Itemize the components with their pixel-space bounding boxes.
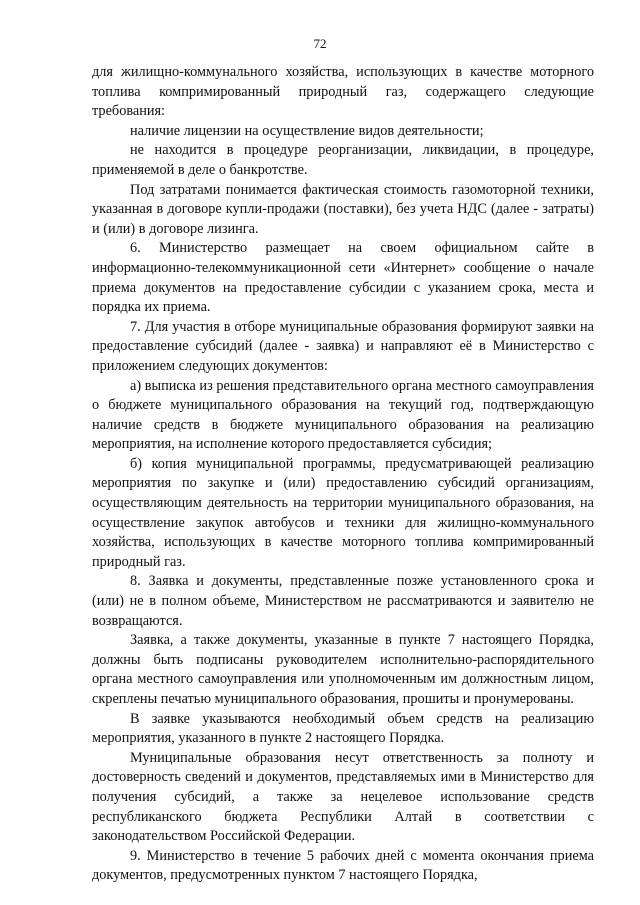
paragraph-item-6: 6. Министерство размещает на своем официальном сайте в информационно-телекоммуникационной сети «Интернет» сообщение о начале приема документов на предоставление субсидии с указанием срока, места и порядка их приема. [92,240,594,316]
document-body [92,63,594,886]
paragraph-item-8: 8. Заявка и документы, представленные позже установленного срока и (или) не в полном объеме, Министерством не рассматриваются и заявителю не возвращаются. [92,573,594,629]
paragraph-item-9: 9. Министерство в течение 5 рабочих дней с момента окончания приема документов, предусмотренных пунктом 7 настоящего Порядка, [92,847,594,884]
paragraph-item-7b: б) копия муниципальной программы, предусматривающей реализацию мероприятия по закупке и (или) предоставлению субсидий организациям, осуществляющим деятельность на территории муниципального образования, на осуществление закупок автобусов и техники для жилищно-коммунального хозяйства, использующих в качестве моторного топлива компримированный природный газ. [92,455,594,570]
paragraph-funding-volume: В заявке указываются необходимый объем средств на реализацию мероприятия, указанного в пункте 2 настоящего Порядка. [92,710,594,747]
paragraph-item-7a: а) выписка из решения представительного органа местного самоуправления о бюджете муниципального образования на текущий год, подтверждающую наличие средств в бюджете муниципального образования на реализацию мероприятия, на исполнение которого предоставляется субсидия; [92,377,594,453]
paragraph-item-7: 7. Для участия в отборе муниципальные образования формируют заявки на предоставление субсидий (далее - заявка) и направляют её в Министерство с приложением следующих документов: [92,318,594,374]
paragraph-signature-requirements: Заявка, а также документы, указанные в пункте 7 настоящего Порядка, должны быть подписаны руководителем исполнительно-распорядительного органа местного самоуправления или уполномоченным им должностным лицом, скреплены печатью муниципального образования, прошиты и пронумерованы. [92,632,594,707]
page-number: 72 [313,36,327,51]
paragraph-no-reorganization: не находится в процедуре реорганизации, ликвидации, в процедуре, применяемой в деле о банкротстве. [92,142,594,178]
paragraph-license-requirement: наличие лицензии на осуществление видов деятельности; [130,122,484,139]
paragraph-costs-definition: Под затратами понимается фактическая стоимость газомоторной техники, указанная в договоре купли-продажи (поставки), без учета НДС (далее - затраты) и (или) в договоре лизинга. [92,181,594,237]
paragraph-responsibility: Муниципальные образования несут ответственность за полноту и достоверность сведений и документов, представляемых ими в Министерство для получения субсидий, а также за нецелевое использование средств республиканского бюджета Республики Алтай в соответствии с законодательством Российской Федерации. [92,749,594,845]
paragraph-continuation: для жилищно-коммунального хозяйства, использующих в качестве моторного топлива компримированный природный газ, содержащего следующие требования: [92,64,594,120]
